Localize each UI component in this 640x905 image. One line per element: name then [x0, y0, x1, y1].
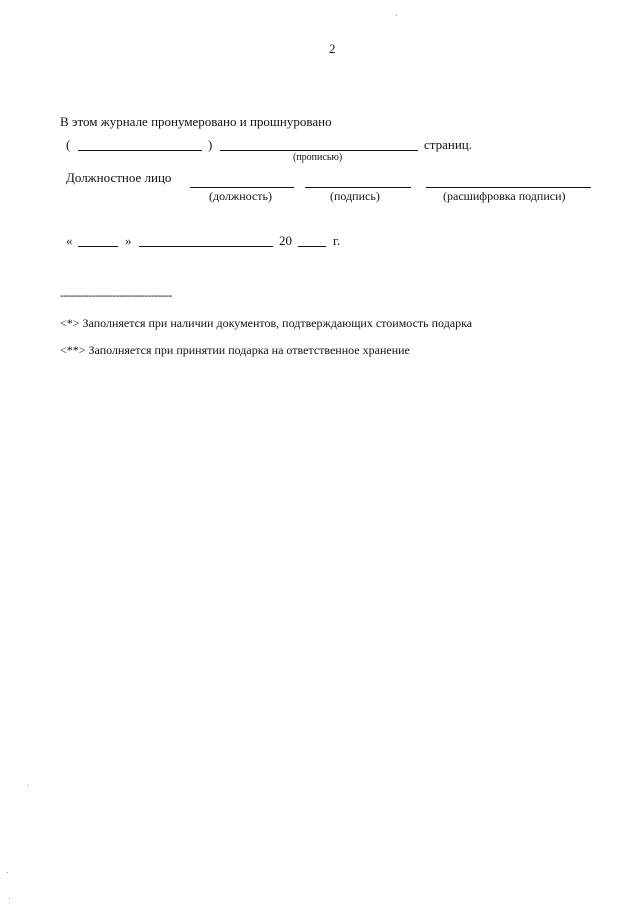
page-number: 2 — [329, 41, 336, 56]
signature-field[interactable] — [305, 187, 411, 188]
year-prefix: 20 — [279, 233, 292, 248]
in-words-hint: (прописью) — [293, 152, 343, 163]
official-label: Должностное лицо — [66, 170, 172, 185]
date-open-quote: « — [66, 233, 73, 248]
footnote-1: <*> Заполняется при наличии документов, подтверждающих стоимость подарка — [60, 316, 473, 330]
signature-decoding-field[interactable] — [426, 187, 591, 188]
date-year-field[interactable] — [298, 246, 326, 247]
pages-in-words-field[interactable] — [220, 150, 418, 151]
date-day-field[interactable] — [78, 246, 118, 247]
close-paren: ) — [208, 137, 213, 152]
scan-speck — [7, 872, 8, 873]
pages-word: страниц. — [424, 137, 473, 152]
position-hint: (должность) — [209, 189, 272, 203]
footnote-separator: -------------------------------- — [60, 288, 172, 302]
decoding-hint: (расшифровка подписи) — [443, 189, 566, 203]
position-field[interactable] — [190, 187, 294, 188]
journal-statement: В этом журнале пронумеровано и прошнуровано — [60, 114, 332, 129]
date-close-quote: » — [125, 233, 132, 248]
scan-speck — [396, 15, 397, 16]
footnote-2: <**> Заполняется при принятии подарка на ответственное хранение — [60, 343, 410, 357]
scan-speck — [9, 898, 10, 899]
date-month-field[interactable] — [139, 246, 273, 247]
signature-hint: (подпись) — [330, 189, 380, 203]
open-paren: ( — [66, 137, 71, 152]
scan-speck — [27, 785, 28, 786]
year-suffix: г. — [333, 233, 341, 248]
pages-number-field[interactable] — [78, 150, 202, 151]
